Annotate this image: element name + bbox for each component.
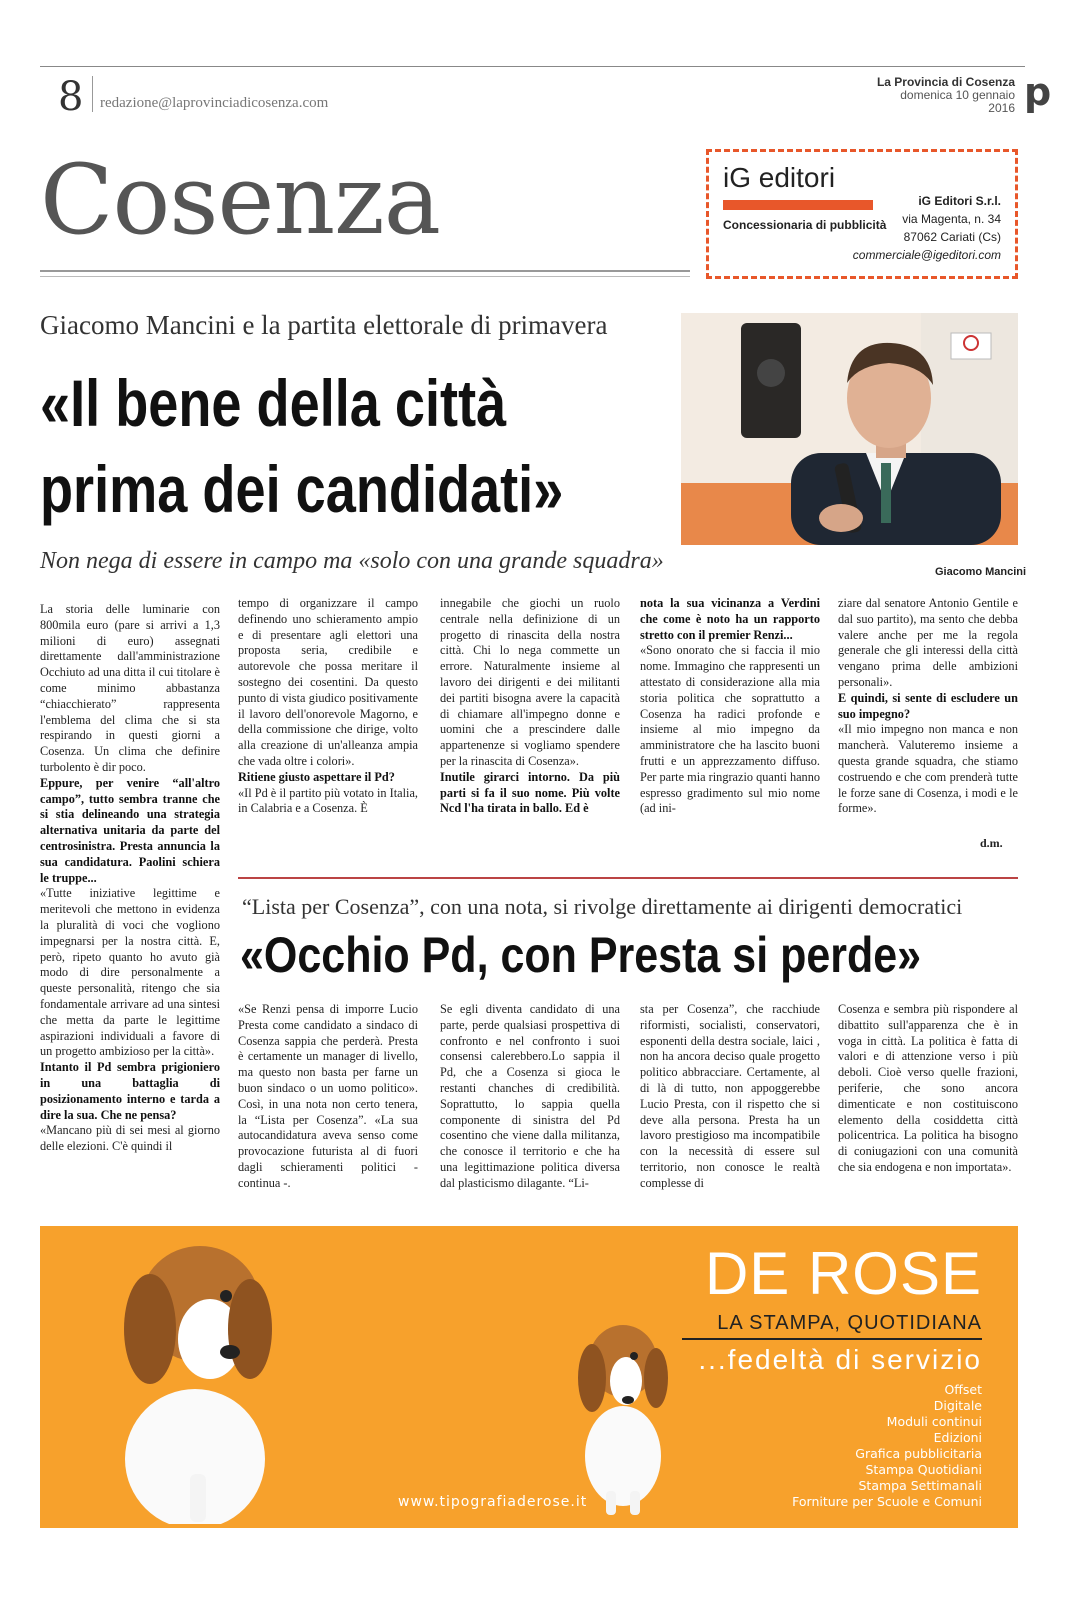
article1-column-5 bbox=[838, 596, 1018, 817]
derose-service-item: Forniture per Scuole e Comuni bbox=[792, 1494, 982, 1509]
article1-question: Inutile girarci intorno. Da più parti si fa il suo nome. Più volte Ncd l'ha tirata in ballo. Ed è bbox=[440, 769, 620, 816]
derose-service-item: Offset bbox=[944, 1382, 982, 1397]
article1-paragraph: tempo di organizzare il campo definendo uno schieramento ampio e di presentare agli elettori una proposta seria, credibile e autorevole che possa meritare il sostegno dei cosentini. Da questo punto di vista giudico positivamente il lavoro dell'onorevole Magorno, e della commissione che dirige, volto alla creazione di un'alleanza ampia che vada oltre i colori». bbox=[238, 596, 418, 768]
top-rule bbox=[40, 66, 1025, 67]
article2-headline: «Occhio Pd, con Presta si perde» bbox=[240, 927, 922, 983]
derose-service-item: Stampa Quotidiani bbox=[865, 1462, 982, 1477]
publication-info bbox=[877, 76, 1015, 115]
derose-ad-banner[interactable] bbox=[40, 1226, 1018, 1528]
page-number: 8 bbox=[58, 74, 84, 120]
mancini-photo-illustration bbox=[681, 313, 1018, 545]
article1-question: E quindi, si sente di escludere un suo impegno? bbox=[838, 690, 1018, 721]
article1-question: Ritiene giusto aspettare il Pd? bbox=[238, 769, 395, 784]
article1-column-4 bbox=[640, 596, 820, 817]
header-divider bbox=[92, 76, 93, 112]
ig-ad-email[interactable]: commerciale@igeditori.com bbox=[852, 248, 1001, 262]
publication-logo: p bbox=[1024, 70, 1052, 114]
header-email[interactable]: redazione@laprovinciadicosenza.com bbox=[100, 95, 329, 111]
derose-service-item: Moduli continui bbox=[886, 1414, 982, 1429]
derose-tagline: LA STAMPA, QUOTIDIANA bbox=[717, 1312, 982, 1334]
article1-paragraph: ziare dal senatore Antonio Gentile e dal suo partito), ma sento che debba valere anche per me la regola generale che gli interessi della città vengano prima delle ambizioni personali». bbox=[838, 596, 1018, 689]
article1-paragraph: innegabile che giochi un ruolo centrale nella definizione di un progetto di rinascita della nostra città. Chi lo nega commette un errore. Naturalmente insieme al lavoro dei dirigenti e dei militanti dei partiti bisogna avere la capacità di chiamare all'impegno donne e uomini che a prescindere dalle appartenenze si vogliamo spendere per la rinascita di Cosenza». bbox=[440, 596, 620, 768]
article2-kicker: “Lista per Cosenza”, con una nota, si rivolge direttamente ai dirigenti democratici bbox=[242, 894, 963, 919]
ig-ad-street: via Magenta, n. 34 bbox=[902, 212, 1001, 226]
article1-column-3 bbox=[440, 596, 620, 817]
article1-question: Eppure, per venire “all'altro campo”, tutto sembra tranne che si stia delineando una strategia alternativa unitaria da parte del centrosinistra. Presta annuncia la sua candidatura. Paolini schiera le truppe... bbox=[40, 775, 220, 885]
ig-ad-company: iG Editori S.r.l. bbox=[918, 194, 1001, 208]
photo-caption: Giacomo Mancini bbox=[935, 566, 1027, 578]
derose-motto: ...fedeltà di servizio bbox=[698, 1344, 982, 1375]
article1-headline-line1: «Il bene della città bbox=[40, 366, 507, 440]
article2-rule bbox=[238, 877, 1018, 879]
section-rule-thin bbox=[40, 276, 690, 277]
ig-editori-ad[interactable] bbox=[706, 149, 1018, 279]
ig-ad-city: 87062 Cariati (Cs) bbox=[903, 230, 1001, 244]
article1-kicker: Giacomo Mancini e la partita elettorale di primavera bbox=[40, 310, 608, 340]
article2-column-2: Se egli diventa candidato di una parte, perde qualsiasi prospettiva di confronto e nel confronto i suoi consensi calerebbero.Lo sappia il Pd, che a Cosenza si gioca le restanti chanches di credibilità. Soprattutto, lo sappia quella componente di sinistra del Pd cosentino che viene dalla militanza, che conosce il territorio e che ha una legittimazione politica diversa dal plasticismo dilagante. “Li- bbox=[440, 1002, 620, 1190]
ig-ad-bar bbox=[723, 200, 873, 210]
article1-question: Intanto il Pd sembra prigioniero in una battaglia di posizionamento interno e tarda a dire la sua. Che ne pensa? bbox=[40, 1060, 220, 1122]
article1-paragraph: «Mancano più di sei mesi al giorno delle elezioni. C'è quindi il bbox=[40, 1123, 220, 1154]
derose-service-item: Digitale bbox=[933, 1398, 982, 1413]
derose-website-link[interactable]: www.tipografiaderose.it bbox=[398, 1494, 588, 1510]
section-title: Cosenza bbox=[40, 144, 440, 256]
section-rule bbox=[40, 270, 690, 272]
publication-date: domenica 10 gennaio bbox=[900, 88, 1015, 102]
ig-ad-contact bbox=[853, 192, 1001, 264]
article1-paragraph: «Tutte iniziative legittime e meritevoli che mettono in evidenza la pluralità di voci che vogliono impegnarsi per la nostra città. E, però, ripeto quanto ho avuto già modo di dire personalmente a queste personalità, ritengo che sia fondamentale arrivare ad una sintesi che metta da parte le legittime aspirazioni individuali a favore di un progetto ambizioso per la città». bbox=[40, 886, 220, 1059]
beagle-small-illustration bbox=[568, 1316, 678, 1516]
mancini-photo bbox=[681, 313, 1018, 545]
derose-brand: DE ROSE bbox=[704, 1240, 982, 1307]
article1-paragraph: «Il mio impegno non manca e non mancherà. Valuteremo insieme a questa grande squadra, che stiamo costruendo e che com prenderà tutte le forze sane di Cosenza, i modi e le forme». bbox=[838, 722, 1018, 816]
article1-column-2 bbox=[238, 596, 418, 817]
article2-column-3: sta per Cosenza”, che racchiude riformisti, socialisti, conservatori, esponenti della destra sociale, laici , non ha ancora deciso quale progetto politico abbracciare. Certamente, al di là di tutto, non appoggerebbe Lucio Presta, con il rispetto che si deve alla persona. Presta ha un lavoro prestigioso ma incompatibile con la necessità di essere sul territorio, non conosce le realtà complesse di bbox=[640, 1002, 820, 1190]
publication-name: La Provincia di Cosenza bbox=[876, 75, 1015, 89]
article1-paragraph: La storia delle luminarie con 800mila euro (pare si arrivi a 1,3 milioni di euro) assegnati direttamente dall'amministrazione Occhiuto ad una ditta il cui titolare è come minimo abbastanza “chiacchierato” rappresenta l'emblema del clima che si sta respirando in questi giorni a Cosenza. Un clima che definire turbolento è dir poco. bbox=[40, 602, 220, 774]
derose-services bbox=[792, 1382, 982, 1510]
article1-signoff: d.m. bbox=[980, 836, 1003, 850]
derose-divider bbox=[682, 1338, 982, 1340]
article1-column-1 bbox=[40, 602, 220, 1155]
derose-service-item: Grafica pubblicitaria bbox=[855, 1446, 982, 1461]
article1-paragraph: «Il Pd è il partito più votato in Italia, in Calabria e a Cosenza. È bbox=[238, 785, 418, 816]
derose-service-item: Stampa Settimanali bbox=[858, 1478, 982, 1493]
article1-question: nota la sua vicinanza a Verdini che come è noto ha un rapporto stretto con il premier Renzi... bbox=[640, 596, 820, 642]
article1-subhead: Non nega di essere in campo ma «solo con una grande squadra» bbox=[40, 548, 664, 574]
article1-headline bbox=[40, 360, 565, 532]
derose-service-item: Edizioni bbox=[933, 1430, 982, 1445]
article1-headline-line2: prima dei candidati» bbox=[40, 452, 564, 526]
article1-paragraph: «Sono onorato che si faccia il mio nome. Immagino che rappresenti un attestato di considerazione alla mia storia politica che soprattutto a Cosenza ha radici profonde e insieme al mio impegno da amministratore che ha lascito buoni frutti e un apprezzamento diffuso. Per parte mia ringrazio quanti hanno espresso gradimento sul mio nome (ad ini- bbox=[640, 643, 820, 816]
beagle-large-illustration bbox=[100, 1234, 280, 1524]
article2-column-4: Cosenza e sembra più rispondere al dibattito sull'apparenza che è in voga in città. La politica è fatta di valori e di attenzione verso i più deboli. Cioè verso quelle frazioni, periferie, che sono ancora dimenticate e non costituiscono elemento della cosiddetta città policentrica. La politica ha bisogno di coniugazioni con una comunità che sia endogena e non importata». bbox=[838, 1002, 1018, 1174]
ig-ad-title: iG editori bbox=[723, 162, 836, 193]
publication-year: 2016 bbox=[988, 101, 1015, 115]
ig-ad-subtitle: Concessionaria di pubblicità bbox=[723, 218, 887, 232]
article2-column-1: «Se Renzi pensa di imporre Lucio Presta come candidato a sindaco di Cosenza sappia che perderà. Presta è certamente un manager di livello, ma questo non basta per farne un buon sindaco o un uomo politico». Così, in una nota non certo tenera, la “Lista per Cosenza”. «La sua autocandidatura aveva senso come provocazione futurista al di fuori dagli schieramenti politici - continua -. bbox=[238, 1002, 418, 1190]
